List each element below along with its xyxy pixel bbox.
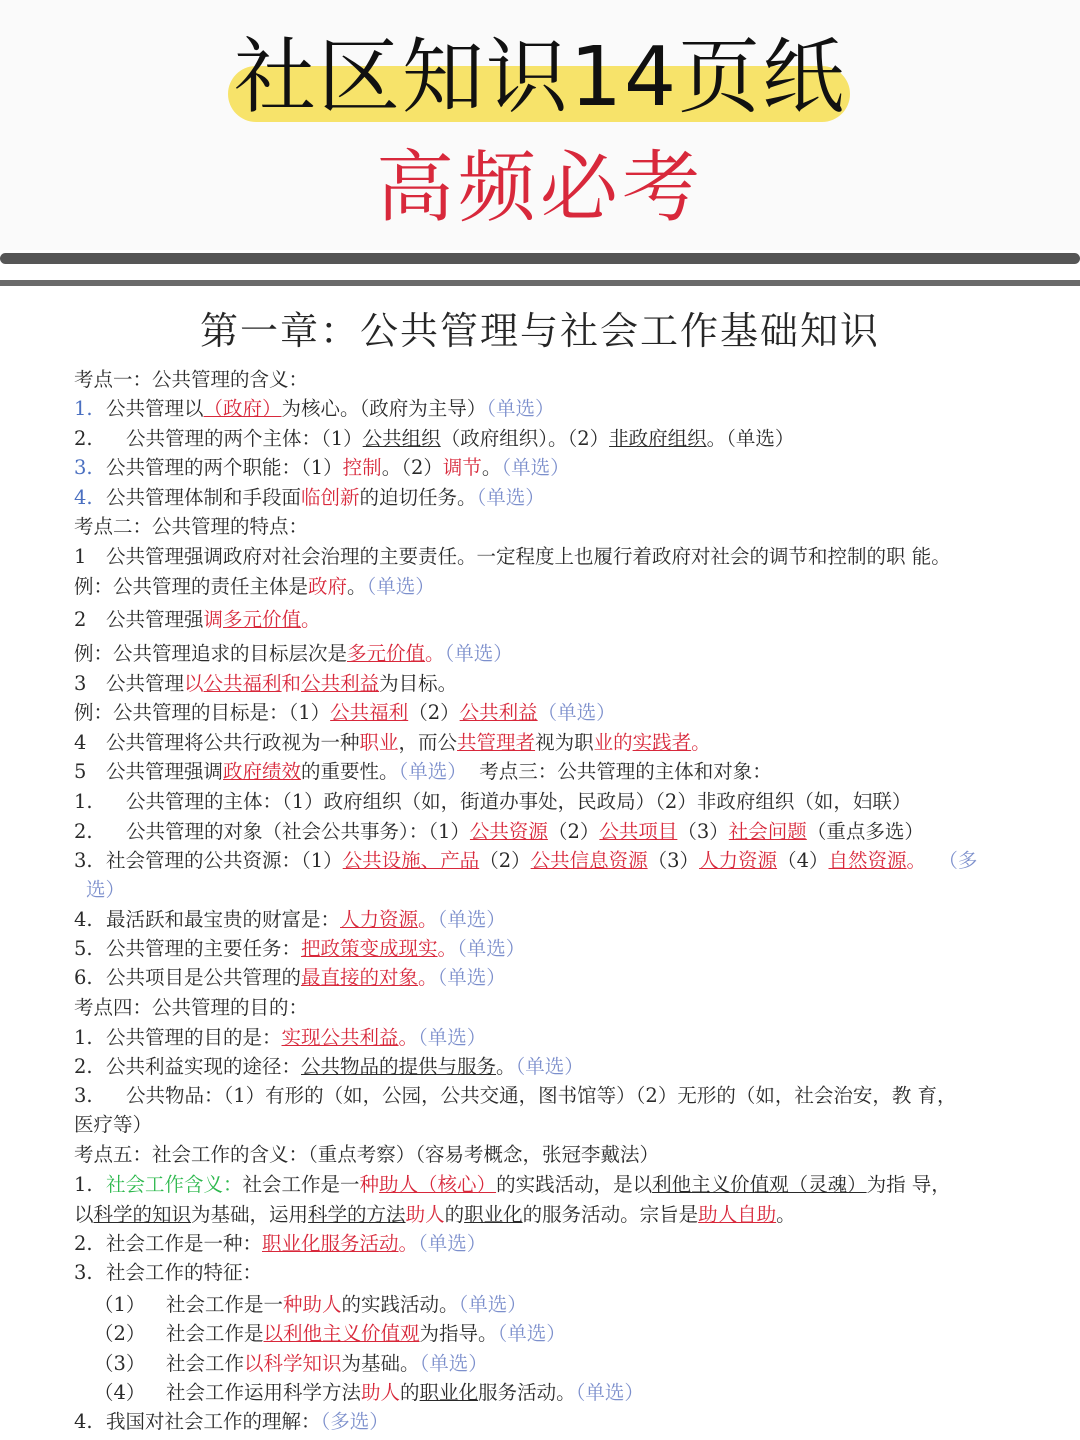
item-number: （2）	[94, 1322, 146, 1345]
item-number: 2.	[74, 1055, 93, 1078]
item-text: 例：公共管理的责任主体是政府。（单选）	[74, 575, 435, 598]
item-text: 社会管理的公共资源：（1）公共设施、产品（2）公共信息资源（3）人力资源（4）自然资源。 （多	[106, 849, 978, 872]
divider-thin	[0, 280, 1080, 286]
item-number: 1.	[74, 397, 93, 420]
item-number: 3.	[74, 456, 93, 479]
item-text: 公共管理的主要任务：把政策变成现实。（单选）	[106, 937, 526, 960]
item-number: 5	[74, 760, 87, 783]
item-number: 6.	[74, 966, 93, 989]
item-text: 公共管理的对象（社会公共事务）：（1）公共资源（2）公共项目（3）社会问题（重点多选）	[126, 820, 924, 843]
item-number: 3	[74, 672, 87, 695]
item-text: 选）	[86, 878, 126, 901]
item-number: 2.	[74, 1232, 93, 1255]
heading-text: 考点四：公共管理的目的：	[74, 996, 309, 1019]
item-number: 3.	[74, 1084, 93, 1107]
item-number: （1）	[94, 1293, 146, 1316]
item-text: 医疗等）	[74, 1113, 153, 1136]
item-text: 公共管理的主体：（1）政府组织（如，街道办事处，民政局）（2）非政府组织（如，妇联）	[126, 790, 912, 813]
heading-text: 考点二：公共管理的特点：	[74, 515, 309, 538]
item-text: 公共管理体制和手段面临创新的迫切任务。（单选）	[106, 486, 545, 509]
item-number: 4	[74, 731, 87, 754]
item-text: 公共利益实现的途径：公共物品的提供与服务。（单选）	[106, 1055, 584, 1078]
page-title: 社区知识14页纸	[233, 30, 847, 125]
item-number: 4.	[74, 908, 93, 931]
item-number: 1	[74, 545, 87, 568]
chapter-title: 第一章：公共管理与社会工作基础知识	[199, 309, 880, 353]
item-number: 1.	[74, 790, 93, 813]
item-text: 公共管理将公共行政视为一种职业，而公共管理者视为职业的实践者。	[106, 731, 711, 754]
item-number: 4.	[74, 1410, 93, 1433]
heading-text: 考点一：公共管理的含义：	[74, 368, 309, 391]
item-number: 2	[74, 608, 87, 631]
item-number: 2.	[74, 427, 93, 450]
item-number: 3.	[74, 849, 93, 872]
item-number: （4）	[94, 1381, 146, 1404]
item-text: 社会工作是以利他主义价值观为指导。（单选）	[166, 1322, 566, 1345]
item-number: 3.	[74, 1261, 93, 1284]
item-text: 社会工作含义：社会工作是一种助人（核心）的实践活动，是以利他主义价值观（灵魂）为指 导，	[106, 1173, 951, 1196]
item-number: 2.	[74, 820, 93, 843]
page-subtitle: 高频必考	[375, 143, 704, 233]
item-number: 4.	[74, 486, 93, 509]
header-banner	[0, 0, 1080, 250]
item-number: 1.	[74, 1026, 93, 1049]
item-number: 1.	[74, 1173, 93, 1196]
item-text: 社会工作是一种助人的实践活动。（单选）	[166, 1293, 527, 1316]
item-text: 社会工作是一种：职业化服务活动。（单选）	[106, 1232, 487, 1255]
item-number: 5.	[74, 937, 93, 960]
item-text: 公共管理强调政府对社会治理的主要责任。一定程度上也履行着政府对社会的调节和控制的职 能。	[106, 545, 951, 568]
item-text: 公共管理的目的是：实现公共利益。（单选）	[106, 1026, 487, 1049]
item-text: 最活跃和最宝贵的财富是：人力资源。（单选）	[106, 908, 506, 931]
item-text: 公共管理强调政府绩效的重要性。（单选） 考点三：公共管理的主体和对象：	[106, 760, 772, 783]
item-text: 以科学的知识为基础，运用科学的方法助人的职业化的服务活动。宗旨是助人自助。	[74, 1203, 796, 1226]
item-text: 公共项目是公共管理的最直接的对象。（单选）	[106, 966, 506, 989]
item-text: 社会工作的特征：	[106, 1261, 263, 1284]
item-number: （3）	[94, 1352, 146, 1375]
item-text: 公共管理以（政府）为核心。（政府为主导）（单选）	[106, 397, 555, 420]
item-text: 社会工作运用科学方法助人的职业化服务活动。（单选）	[166, 1381, 644, 1404]
heading-text: 考点五：社会工作的含义：（重点考察）（容易考概念，张冠李戴法）	[74, 1143, 660, 1166]
divider-thick	[0, 253, 1080, 264]
item-text: 例：公共管理追求的目标层次是多元价值。（单选）	[74, 642, 513, 665]
item-text: 公共管理的两个主体：（1）公共组织（政府组织）。（2）非政府组织。（单选）	[126, 427, 795, 450]
item-text: 例：公共管理的目标是：（1）公共福利（2）公共利益（单选）	[74, 701, 616, 724]
item-text: 公共管理强调多元价值。	[106, 608, 321, 631]
item-text: 公共物品：（1）有形的（如，公园，公共交通，图书馆等）（2）无形的（如，社会治安，教 育，	[126, 1084, 957, 1107]
item-text: 我国对社会工作的理解：（多选）	[106, 1410, 389, 1433]
item-text: 公共管理的两个职能：（1）控制。（2）调节。（单选）	[106, 456, 570, 479]
item-text: 社会工作以科学知识为基础。（单选）	[166, 1352, 488, 1375]
item-text: 公共管理以公共福利和公共利益为目标。	[106, 672, 458, 695]
